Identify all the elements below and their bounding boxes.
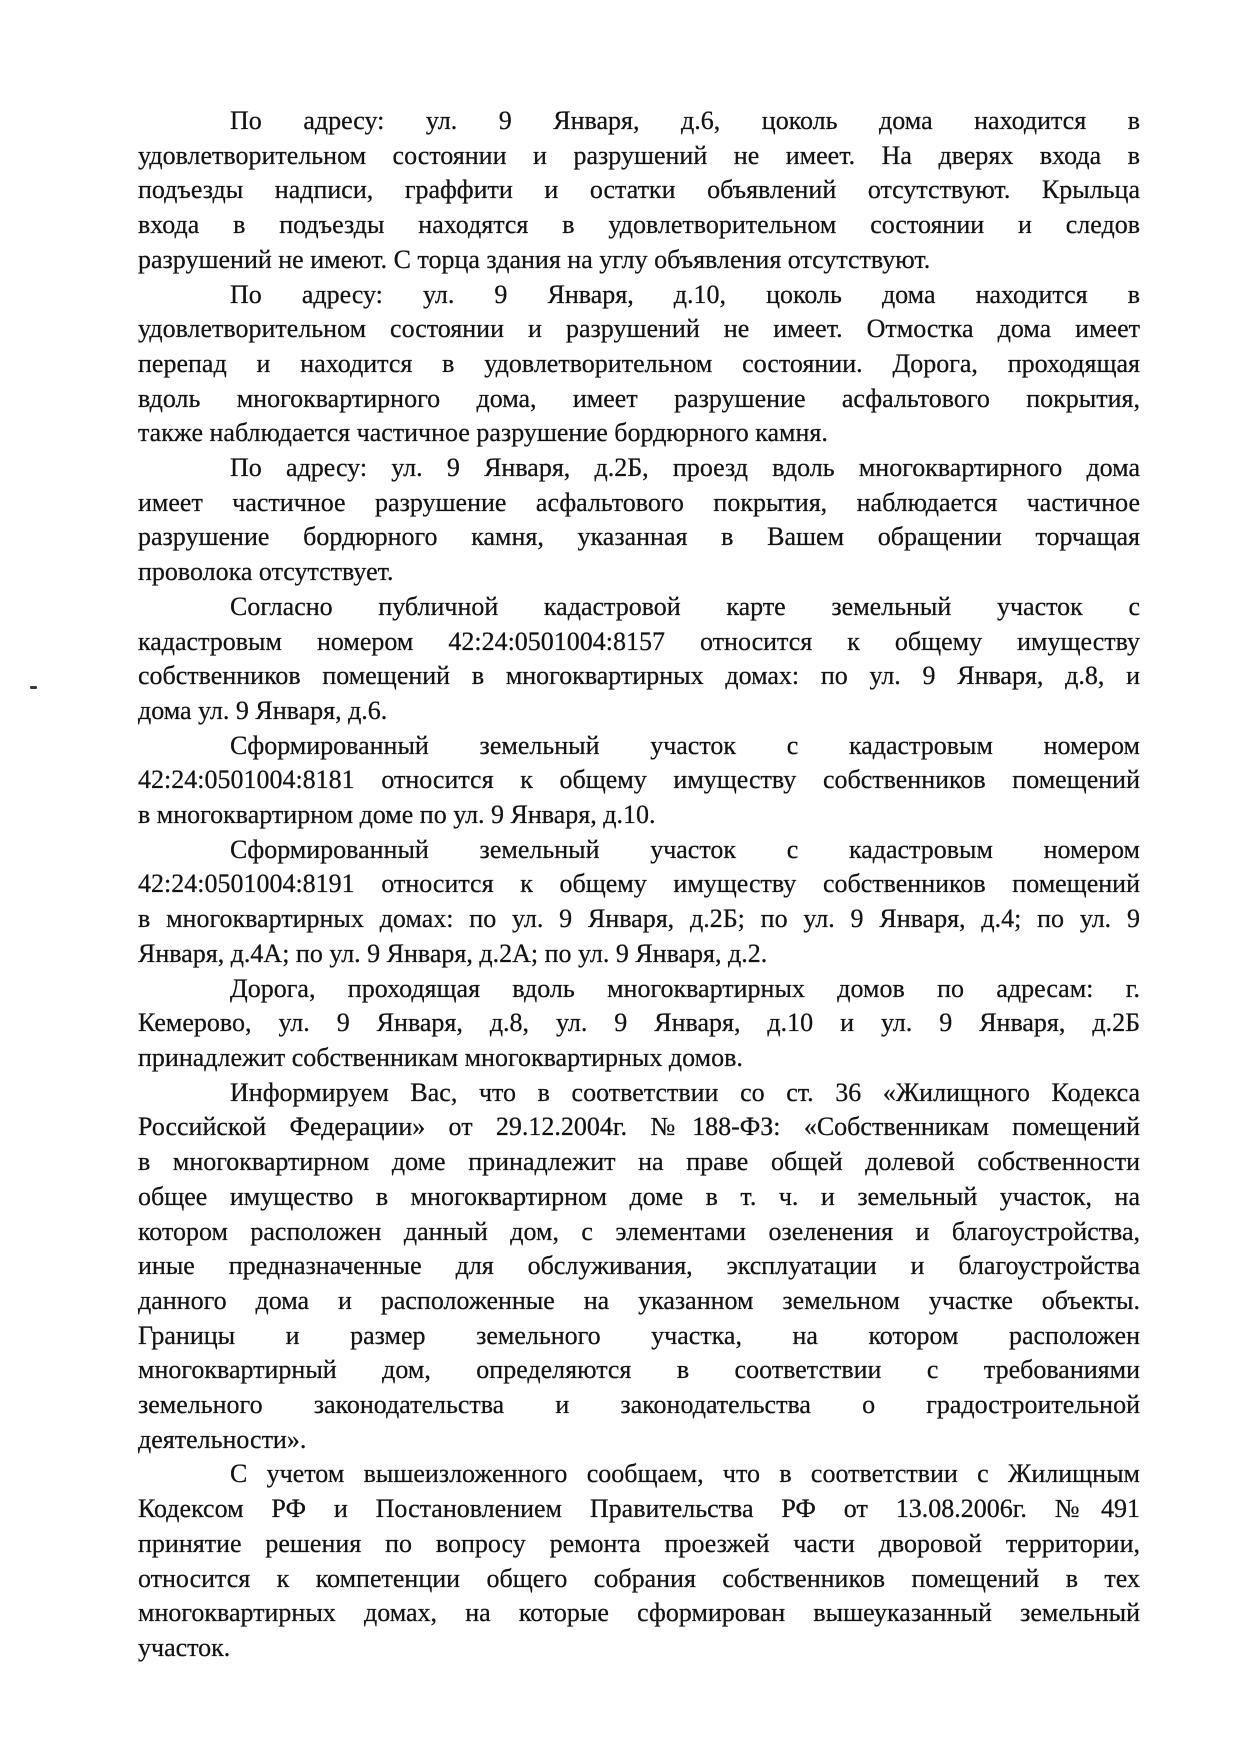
text-line: входа в подъезды находятся в удовлетворительном состоянии и следов xyxy=(138,210,1140,240)
scan-artifact-speck xyxy=(30,686,37,689)
text-line: вдоль многоквартирного дома, имеет разрушение асфальтового покрытия, xyxy=(138,383,1140,413)
paragraph xyxy=(138,729,1140,833)
document-body xyxy=(138,104,1140,1666)
text-line: Кодексом РФ и Постановлением Правительства РФ от 13.08.2006г. №491 xyxy=(138,1494,1140,1524)
text-line: удовлетворительном состоянии и разрушений не имеет. Отмостка дома имеет xyxy=(138,314,1140,344)
paragraph xyxy=(138,972,1140,1076)
text-line: проволока отсутствует. xyxy=(138,557,394,587)
text-line: дома ул. 9 Января, д.6. xyxy=(138,695,388,725)
text-line: разрушений не имеют. С торца здания на углу объявления отсутствуют. xyxy=(138,244,931,274)
text-line: многоквартирный дом, определяются в соответствии с требованиями xyxy=(138,1355,1140,1385)
text-line: Согласно публичной кадастровой карте земельный участок с xyxy=(230,591,1140,621)
text-line: общее имущество в многоквартирном доме в т. ч. и земельный участок, на xyxy=(138,1181,1140,1211)
text-line: данного дома и расположенные на указанном земельном участке объекты. xyxy=(138,1285,1140,1315)
text-line: Января, д.4А; по ул. 9 Января, д.2А; по ул. 9 Января, д.2. xyxy=(138,938,768,968)
text-line: относится к компетенции общего собрания собственников помещений в тех xyxy=(138,1563,1140,1593)
text-line: участок. xyxy=(138,1632,231,1662)
text-line: разрушение бордюрного камня, указанная в Вашем обращении торчащая xyxy=(138,522,1140,552)
paragraph xyxy=(138,1457,1140,1665)
text-line: также наблюдается частичное разрушение бордюрного камня. xyxy=(138,418,828,448)
text-line: Кемерово, ул. 9 Января, д.8, ул. 9 Января, д.10 и ул. 9 Января, д.2Б xyxy=(138,1008,1140,1038)
text-line: в многоквартирных домах: по ул. 9 Января, д.2Б; по ул. 9 Января, д.4; по ул. 9 xyxy=(138,904,1140,934)
text-line: Российской Федерации» от 29.12.2004г. №188-ФЗ: «Собственникам помещений xyxy=(138,1112,1140,1142)
text-line: имеет частичное разрушение асфальтового покрытия, наблюдается частичное xyxy=(138,487,1140,517)
paragraph xyxy=(138,451,1140,590)
text-line: Сформированный земельный участок с кадастровым номером xyxy=(230,834,1140,864)
text-line: многоквартирных домах, на которые сформирован вышеуказанный земельный xyxy=(138,1598,1140,1628)
paragraph xyxy=(138,104,1140,278)
text-line: По адресу: ул. 9 Января, д.10, цоколь дома находится в xyxy=(230,279,1140,309)
text-line: иные предназначенные для обслуживания, эксплуатации и благоустройства xyxy=(138,1251,1140,1281)
text-line: в многоквартирном доме принадлежит на праве общей долевой собственности xyxy=(138,1147,1140,1177)
paragraph xyxy=(138,833,1140,972)
text-line: подъезды надписи, граффити и остатки объявлений отсутствуют. Крыльца xyxy=(138,175,1140,205)
text-line: деятельности». xyxy=(138,1424,307,1454)
paragraph xyxy=(138,590,1140,729)
text-line: С учетом вышеизложенного сообщаем, что в соответствии с Жилищным xyxy=(230,1459,1140,1489)
text-line: земельного законодательства и законодательства о градостроительной xyxy=(138,1390,1140,1420)
text-line: По адресу: ул. 9 Января, д.6, цоколь дома находится в xyxy=(230,106,1140,135)
text-line: Информируем Вас, что в соответствии со ст. 36 «Жилищного Кодекса xyxy=(230,1077,1140,1107)
text-line: Дорога, проходящая вдоль многоквартирных домов по адресам: г. xyxy=(230,973,1140,1003)
paragraph xyxy=(138,278,1140,452)
text-line: перепад и находится в удовлетворительном состоянии. Дорога, проходящая xyxy=(138,348,1140,378)
text-line: 42:24:0501004:8181 относится к общему имуществу собственников помещений xyxy=(138,765,1140,795)
text-line: принятие решения по вопросу ремонта проезжей части дворовой территории, xyxy=(138,1528,1140,1558)
paragraph xyxy=(138,1076,1140,1458)
text-line: в многоквартирном доме по ул. 9 Января, д.10. xyxy=(138,800,656,830)
text-line: кадастровым номером 42:24:0501004:8157 относится к общему имуществу xyxy=(138,626,1140,656)
text-line: удовлетворительном состоянии и разрушений не имеет. На дверях входа в xyxy=(138,140,1140,170)
text-line: котором расположен данный дом, с элементами озеленения и благоустройства, xyxy=(138,1216,1140,1246)
text-line: 42:24:0501004:8191 относится к общему имуществу собственников помещений xyxy=(138,869,1140,899)
text-line: собственников помещений в многоквартирных домах: по ул. 9 Января, д.8, и xyxy=(138,661,1140,691)
text-line: По адресу: ул. 9 Января, д.2Б, проезд вдоль многоквартирного дома xyxy=(230,453,1140,483)
text-line: принадлежит собственникам многоквартирных домов. xyxy=(138,1042,743,1072)
text-line: Сформированный земельный участок с кадастровым номером xyxy=(230,730,1140,760)
text-line: Границы и размер земельного участка, на котором расположен xyxy=(138,1320,1140,1350)
